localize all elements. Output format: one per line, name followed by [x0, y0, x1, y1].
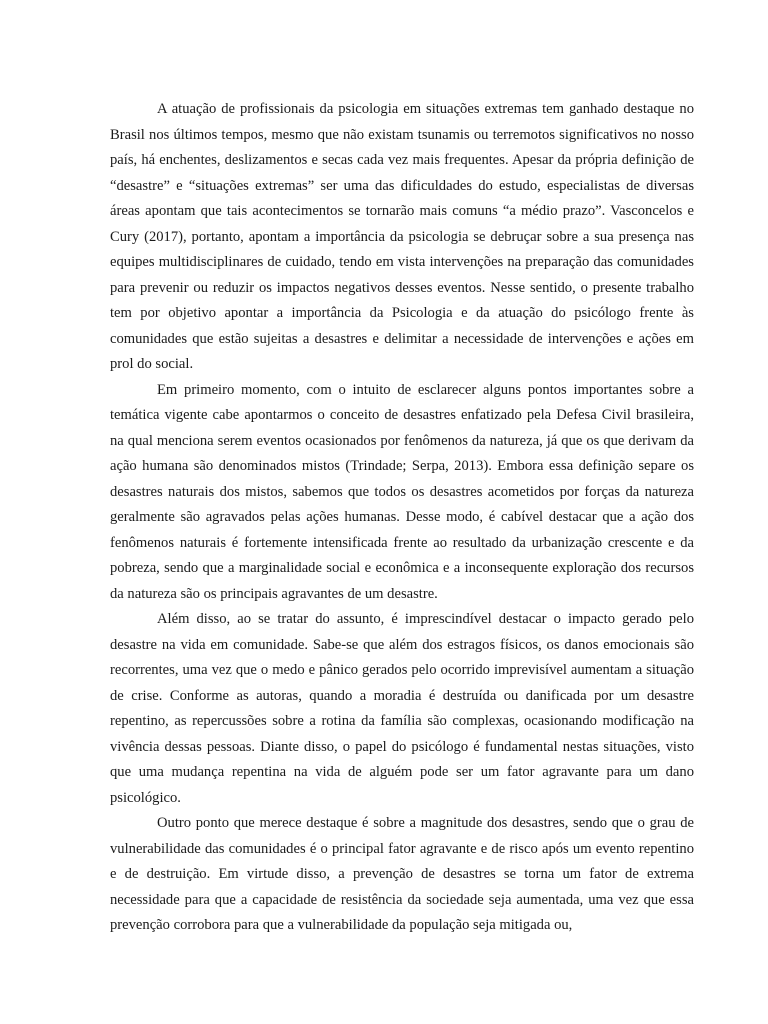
paragraph-4: Outro ponto que merece destaque é sobre a magnitude dos desastres, sendo que o grau de vulnerabilidade das comunidades é o principal fator agravante e de risco após um evento repentino e de destruição. Em virtude disso, a prevenção de desastres se torna um fator de extrema necessidade para que a capacidade de resistência da sociedade seja aumentada, uma vez que essa prevenção corrobora para que a vulnerabilidade da população seja mitigada ou, [110, 815, 694, 933]
paragraph-2: Em primeiro momento, com o intuito de esclarecer alguns pontos importantes sobre a temática vigente cabe apontarmos o conceito de desastres enfatizado pela Defesa Civil brasileira, na qual menciona serem eventos ocasionados por fenômenos da natureza, já que os que derivam da ação humana são denominados mistos (Trindade; Serpa, 2013). Embora essa definição separe os desastres naturais dos mistos, sabemos que todos os desastres acometidos por forças da natureza geralmente são agravados pelas ações humanas. Desse modo, é cabível destacar que a ação dos fenômenos naturais é fortemente intensificada frente ao resultado da urbanização crescente e da pobreza, sendo que a marginalidade social e econômica e a inconsequente exploração dos recursos da natureza são os principais agravantes de um desastre. [110, 381, 694, 602]
paragraph-3: Além disso, ao se tratar do assunto, é imprescindível destacar o impacto gerado pelo desastre na vida em comunidade. Sabe-se que além dos estragos físicos, os danos emocionais são recorrentes, uma vez que o medo e pânico gerados pelo ocorrido imprevisível aumentam a situação de crise. Conforme as autoras, quando a moradia é destruída ou danificada por um desastre repentino, as repercussões sobre a rotina da família são complexas, ocasionando modificação na vivência dessas pessoas. Diante disso, o papel do psicólogo é fundamental nestas situações, visto que uma mudança repentina na vida de alguém pode ser um fator agravante para um dano psicológico. [110, 611, 694, 806]
paragraph-1: A atuação de profissionais da psicologia em situações extremas tem ganhado destaque no Brasil nos últimos tempos, mesmo que não existam tsunamis ou terremotos significativos no nosso país, há enchentes, deslizamentos e secas cada vez mais frequentes. Apesar da própria definição de “desastre” e “situações extremas” ser uma das dificuldades do estudo, especialistas de diversas áreas apontam que tais acontecimentos se tornarão mais comuns “a médio prazo”. Vasconcelos e Cury (2017), portanto, apontam a importância da psicologia se debruçar sobre a sua presença nas equipes multidisciplinares de cuidado, tendo em vista intervenções na preparação das comunidades para prevenir ou reduzir os impactos negativos desses eventos. Nesse sentido, o presente trabalho tem por objetivo apontar a importância da Psicologia e da atuação do psicólogo frente às comunidades que estão sujeitas a desastres e delimitar a necessidade de intervenções e ações em prol do social. [110, 101, 694, 372]
document-body [110, 97, 694, 939]
